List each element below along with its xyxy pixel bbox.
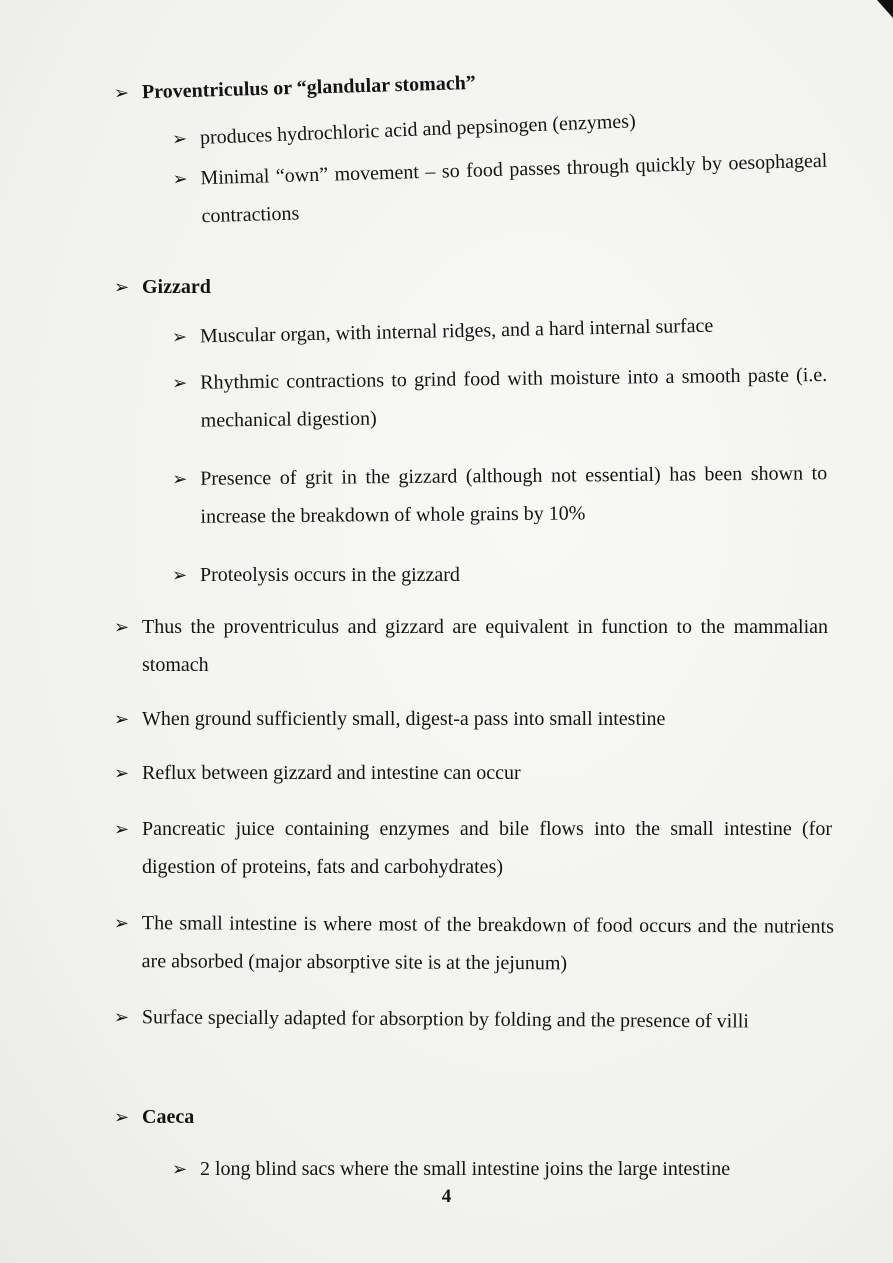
bullet-arrow-icon: ➢ <box>172 372 188 393</box>
bullet-arrow-icon: ➢ <box>171 128 188 149</box>
bullet-arrow-icon: ➢ <box>114 617 130 637</box>
bullet-arrow-icon: ➢ <box>113 1006 130 1028</box>
bullet-arrow-icon: ➢ <box>172 168 188 189</box>
list-item <box>114 754 830 792</box>
list-item-gizzard <box>114 268 414 306</box>
bullet-arrow-icon: ➢ <box>172 1159 188 1179</box>
list-item-caeca <box>114 1098 414 1136</box>
bullet-arrow-icon: ➢ <box>114 277 130 297</box>
heading-proventriculus: Proventriculus or “glandular stomach” <box>141 71 477 104</box>
bullet-arrow-icon: ➢ <box>172 565 188 585</box>
list-item <box>114 998 838 1041</box>
item-text: Muscular organ, with internal ridges, and a hard internal surface <box>199 314 714 348</box>
bullet-arrow-icon: ➢ <box>113 82 130 103</box>
item-text: The small intestine is where most of the breakdown of food occurs and the nutrients are absorbed (major absorptive site is at the jejunum) <box>141 912 834 975</box>
bullet-arrow-icon: ➢ <box>171 326 188 347</box>
bullet-arrow-icon: ➢ <box>114 819 130 839</box>
page-number: 4 <box>441 1186 452 1207</box>
list-item <box>172 356 828 440</box>
list-item <box>172 454 828 536</box>
item-text: 2 long blind sacs where the small intestine joins the large intestine <box>200 1158 731 1180</box>
item-text: Minimal “own” movement – so food passes through quickly by oesophageal contractions <box>200 149 828 228</box>
list-item <box>114 608 830 684</box>
list-item <box>172 556 672 594</box>
list-item <box>172 142 829 236</box>
item-text: produces hydrochloric acid and pepsinogen (enzymes) <box>199 110 637 149</box>
item-text: Rhythmic contractions to grind food with moisture into a smooth paste (i.e. mechanical digestion) <box>200 363 828 432</box>
list-item <box>172 305 813 356</box>
item-text: Proteolysis occurs in the gizzard <box>200 564 460 586</box>
list-item <box>114 810 834 886</box>
heading-gizzard: Gizzard <box>142 276 211 298</box>
item-text: Presence of grit in the gizzard (although not essential) has been shown to increase the breakdown of whole grains by 10% <box>200 462 828 528</box>
heading-caeca: Caeca <box>142 1106 195 1128</box>
item-text: Pancreatic juice containing enzymes and bile flows into the small intestine (for digestion of proteins, fats and carbohydrates) <box>142 818 832 878</box>
bullet-arrow-icon: ➢ <box>114 763 130 783</box>
bullet-arrow-icon: ➢ <box>114 1107 130 1127</box>
item-text: Surface specially adapted for absorption by folding and the presence of villi <box>141 1006 749 1033</box>
bullet-arrow-icon: ➢ <box>172 468 188 489</box>
list-item <box>114 700 830 738</box>
list-item <box>172 1150 832 1188</box>
list-item <box>114 904 836 984</box>
item-text: Thus the proventriculus and gizzard are equivalent in function to the mammalian stomach <box>142 616 828 676</box>
bullet-arrow-icon: ➢ <box>114 709 130 729</box>
item-text: Reflux between gizzard and intestine can occur <box>142 762 521 784</box>
bullet-arrow-icon: ➢ <box>113 912 130 934</box>
scan-corner-mark <box>877 0 893 18</box>
item-text: When ground sufficiently small, digest-a pass into small intestine <box>142 708 666 730</box>
